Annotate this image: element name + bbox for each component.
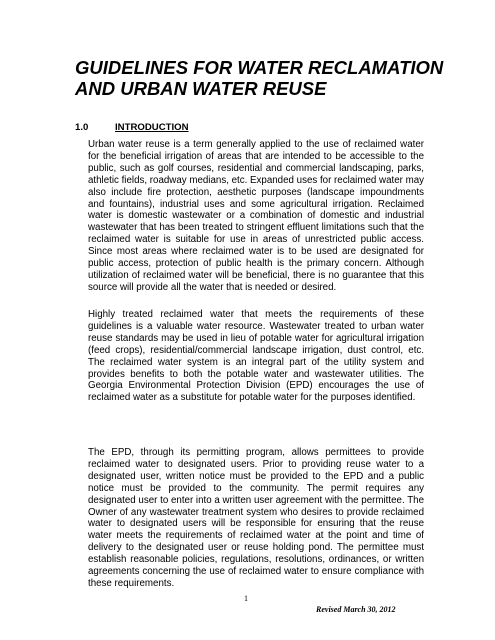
paragraph-reclaimed-resource: Highly treated reclaimed water that meets the requirements of these guidelines is a valuable water resource. Wastewater treated to urban water reuse standards may be used in lieu of potable water for agricultural irrigation (feed crops), residential/commercial landscape irrigation, dust control, etc. The reclaimed water system is an integral part of the utility system and provides benefits to both the potable water and wastewater utilities. The Georgia Environmental Protection Division (EPD) encourages the use of reclaimed water as a substitute for potable water for the purposes identified.	[88, 309, 424, 404]
revision-date: Revised March 30, 2012	[316, 605, 396, 614]
document-title: GUIDELINES FOR WATER RECLAMATION AND URBAN WATER REUSE	[75, 57, 444, 99]
paragraph-epd-permitting: The EPD, through its permitting program, allows permittees to provide reclaimed water to designated users. Prior to providing reuse water to a designated user, written notice must be provided to the EPD and a public notice must be provided to the community. The permit requires any designated user to enter into a written user agreement with the permittee. The Owner of any wastewater treatment system who desires to provide reclaimed water to designated users will be responsible for ensuring that the reuse water meets the requirements of reclaimed water at the point and time of delivery to the designated user or reuse holding pond. The permittee must establish reasonable policies, regulations, resolutions, ordinances, or written agreements concerning the use of reclaimed water to ensure compliance with these requirements.	[88, 447, 424, 589]
page-number: 1	[244, 594, 248, 603]
paragraph-intro: Urban water reuse is a term generally applied to the use of reclaimed water for the beneficial irrigation of areas that are intended to be accessible to the public, such as golf courses, residential and commercial landscaping, parks, athletic fields, roadway medians, etc. Expanded uses for reclaimed water may also include fire protection, aesthetic purposes (landscape impoundments and fountains), industrial uses and some agricultural irrigation. Reclaimed water is domestic wastewater or a combination of domestic and industrial wastewater that has been treated to stringent effluent limitations such that the reclaimed water is suitable for use in areas of unrestricted public access. Since most areas where reclaimed water is to be used are designated for public access, protection of public health is the primary concern. Although utilization of reclaimed water will be beneficial, there is no guarantee that this source will provide all the water that is needed or desired.	[88, 139, 424, 293]
section-number: 1.0	[75, 122, 89, 133]
section-heading: INTRODUCTION	[115, 122, 189, 133]
